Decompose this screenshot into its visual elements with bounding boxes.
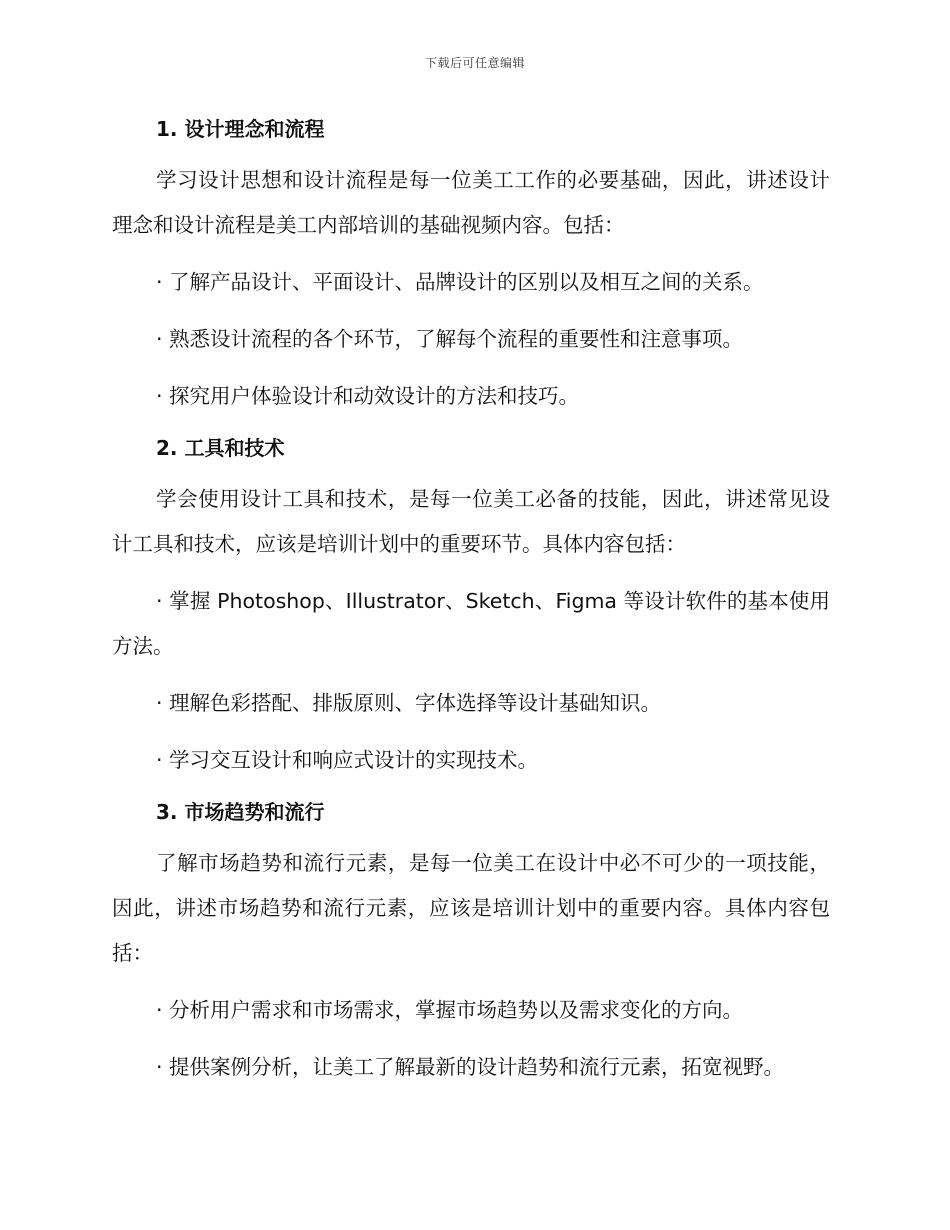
- section-paragraph: 学会使用设计工具和技术，是每一位美工必备的技能，因此，讲述常见设计工具和技术，应该是培训计划中的重要环节。具体内容包括：: [112, 487, 830, 556]
- section-2: [112, 431, 830, 783]
- bullet-item: · 分析用户需求和市场需求，掌握市场趋势以及需求变化的方向。: [156, 998, 744, 1022]
- section-paragraph: 了解市场趋势和流行元素，是每一位美工在设计中必不可少的一项技能，因此，讲述市场趋势和流行元素，应该是培训计划中的重要内容。具体内容包括：: [112, 851, 830, 965]
- section-1: [112, 112, 830, 419]
- bullet-item: · 探究用户体验设计和动效设计的方法和技巧。: [156, 384, 580, 408]
- bullet-item: · 提供案例分析，让美工了解最新的设计趋势和流行元素，拓宽视野。: [156, 1055, 785, 1079]
- bullet-item: · 学习交互设计和响应式设计的实现技术。: [156, 748, 539, 772]
- section-heading: 2. 工具和技术: [156, 436, 285, 460]
- section-heading: 3. 市场趋势和流行: [156, 800, 325, 824]
- bullet-item: · 理解色彩搭配、排版原则、字体选择等设计基础知识。: [156, 691, 662, 715]
- section-heading: 1. 设计理念和流程: [156, 117, 325, 141]
- bullet-item: · 掌握 Photoshop、Illustrator、Sketch、Figma 等设计软件的基本使用方法。: [112, 589, 830, 658]
- section-3: [112, 795, 830, 1090]
- page-header: 下载后可任意编辑: [424, 56, 525, 70]
- section-paragraph: 学习设计思想和设计流程是每一位美工工作的必要基础，因此，讲述设计理念和设计流程是美工内部培训的基础视频内容。包括：: [112, 168, 830, 237]
- bullet-item: · 熟悉设计流程的各个环节，了解每个流程的重要性和注意事项。: [156, 327, 744, 351]
- bullet-item: · 了解产品设计、平面设计、品牌设计的区别以及相互之间的关系。: [156, 270, 764, 294]
- document-body: [112, 112, 830, 1090]
